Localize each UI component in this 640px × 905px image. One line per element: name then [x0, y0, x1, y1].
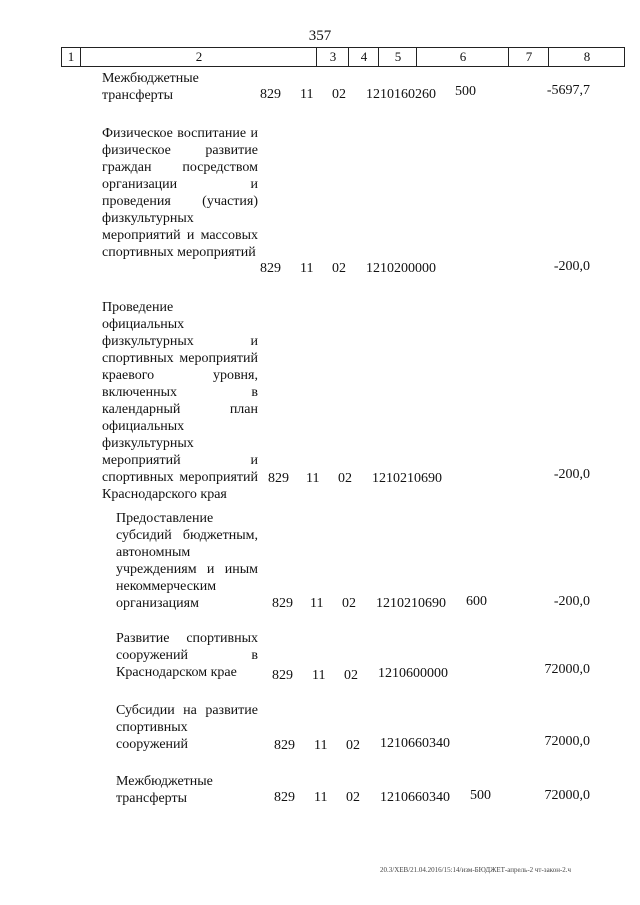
row-name: Субсидии на развитие спортивных сооружений: [116, 703, 258, 752]
row-name: Развитие спортивных сооружений в Краснодарском крае: [116, 631, 258, 680]
row-col-4: 11: [300, 87, 314, 102]
header-col-7: 7: [508, 48, 549, 66]
row-col-6: 1210600000: [378, 666, 448, 681]
row-col-4: 11: [300, 261, 314, 276]
row-col-3: 829: [260, 87, 281, 102]
row-col-8: -200,0: [553, 467, 590, 482]
row-col-8: 72000,0: [544, 734, 590, 749]
row-col-4: 11: [314, 738, 328, 753]
row-col-3: 829: [274, 738, 295, 753]
row-col-5: 02: [332, 261, 346, 276]
row-name: Межбюджетные трансферты: [102, 71, 199, 103]
row-col-3: 829: [272, 596, 293, 611]
row-col-6: 1210160260: [366, 87, 436, 102]
header-col-3: 3: [316, 48, 349, 66]
header-col-4: 4: [348, 48, 379, 66]
row-col-8: 72000,0: [544, 662, 590, 677]
header-col-1: 1: [67, 49, 75, 64]
row-col-8: -200,0: [553, 594, 590, 609]
row-col-5: 02: [344, 668, 358, 683]
row-name: Межбюджетные трансферты: [116, 774, 213, 806]
row-col-5: 02: [346, 738, 360, 753]
header-col-5: 5: [378, 48, 417, 66]
row-col-8: -200,0: [553, 259, 590, 274]
row-col-6: 1210660340: [380, 736, 450, 751]
row-col-4: 11: [312, 668, 326, 683]
row-col-5: 02: [332, 87, 346, 102]
row-col-6: 1210200000: [366, 261, 436, 276]
row-col-5: 02: [346, 790, 360, 805]
row-col-7: 600: [466, 594, 487, 609]
row-col-7: 500: [470, 788, 491, 803]
row-col-8: 72000,0: [544, 788, 590, 803]
header-col-2: 2: [80, 48, 317, 66]
row-col-4: 11: [314, 790, 328, 805]
row-name: Физическое воспитание и физическое развитие граждан посредством организации и проведения (участия) физкультурных мероприятий и массовых спортивных мероприятий: [102, 126, 258, 260]
table-header: [61, 47, 625, 67]
row-name: Проведение официальных физкультурных и спортивных мероприятий краевого уровня, включенных в календарный план официальных физкультурных мероприятий и спортивных мероприятий Краснодарского края: [102, 300, 258, 502]
row-col-3: 829: [274, 790, 295, 805]
row-col-5: 02: [342, 596, 356, 611]
row-col-3: 829: [272, 668, 293, 683]
document-footer: 20.3/ХЕВ/21.04.2016/15:14/изм-БЮДЖЕТ-апрель-2 чт-закон-2.ч: [380, 866, 572, 874]
row-col-3: 829: [260, 261, 281, 276]
row-col-4: 11: [306, 471, 320, 486]
row-col-6: 1210660340: [380, 790, 450, 805]
page-number: 357: [308, 28, 332, 44]
row-name: Предоставление субсидий бюджетным, автономным учреждениям и иным некоммерческим организациям: [116, 511, 258, 611]
header-col-6: 6: [416, 48, 509, 66]
row-col-4: 11: [310, 596, 324, 611]
row-col-6: 1210210690: [372, 471, 442, 486]
row-col-7: 500: [455, 84, 476, 99]
row-col-5: 02: [338, 471, 352, 486]
row-col-8: -5697,7: [546, 83, 590, 98]
header-col-8: 8: [548, 48, 625, 66]
row-col-3: 829: [268, 471, 289, 486]
row-col-6: 1210210690: [376, 596, 446, 611]
